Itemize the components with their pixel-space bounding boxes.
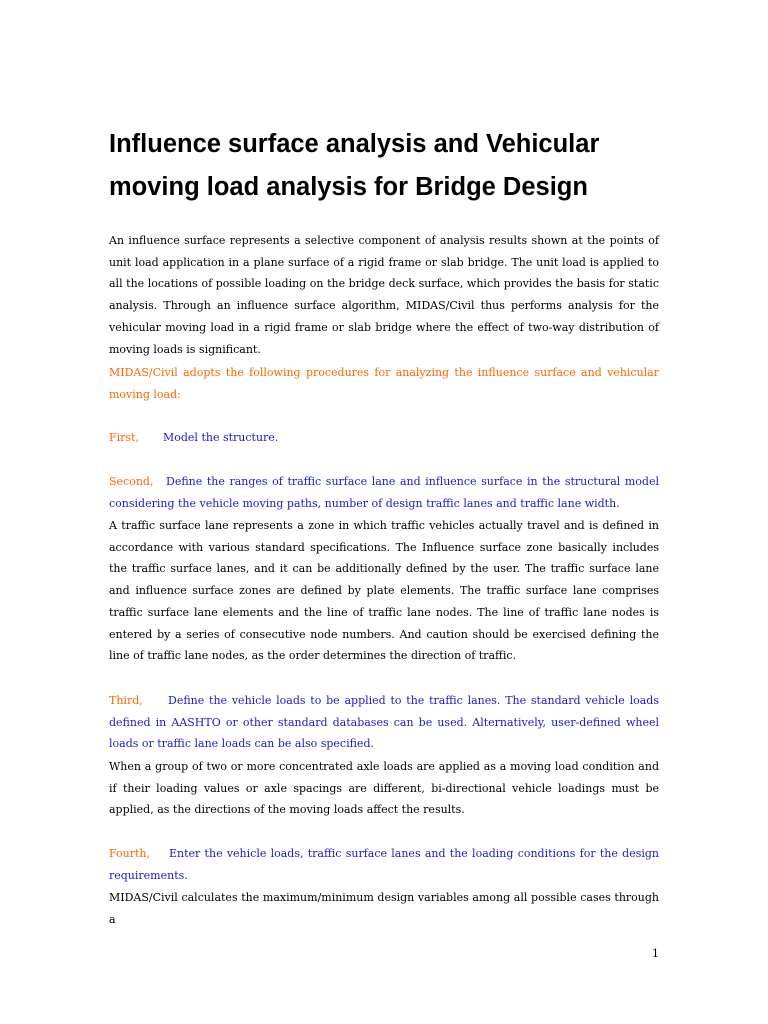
step-label: Third, — [109, 694, 143, 707]
intro-paragraph: An influence surface represents a selective component of analysis results shown at the points of unit load application in a plane surface of a rigid frame or slab bridge. The unit load is applied to all the locations of possible loading on the bridge deck surface, which provides the basis for static analysis. Through an influence surface algorithm, MIDAS/Civil thus performs analysis for the vehicular moving load in a rigid frame or slab bridge where the effect of two-way distribution of moving loads is significant. — [109, 234, 659, 356]
step-label: Fourth, — [109, 847, 150, 860]
step-text: Define the ranges of traffic surface lane and influence surface in the structural model considering the vehicle moving paths, number of design traffic lanes and traffic lane width. — [109, 475, 659, 510]
step-third-detail: When a group of two or more concentrated axle loads are applied as a moving load condition and if their loading values or axle spacings are different, bi-directional vehicle loadings must be applied, as the directions of the moving loads affect the results. — [109, 760, 659, 817]
step-second-detail: A traffic surface lane represents a zone in which traffic vehicles actually travel and is defined in accordance with various standard specifications. The Influence surface zone basically includes the traffic surface lanes, and it can be additionally defined by the user. The traffic surface lane and influence surface zones are defined by plate elements. The traffic surface lane comprises traffic surface lane elements and the line of traffic lane nodes. The line of traffic lane nodes is entered by a series of consecutive node numbers. And caution should be exercised defining the line of traffic lane nodes, as the order determines the direction of traffic. — [109, 519, 659, 663]
step-text: Model the structure. — [163, 431, 279, 444]
page-title: Influence surface analysis and Vehicular moving load analysis for Bridge Design — [109, 130, 600, 201]
step-label: Second, — [109, 475, 154, 488]
page-number: 1 — [652, 947, 659, 960]
step-third — [109, 690, 659, 755]
step-fourth-detail: MIDAS/Civil calculates the maximum/minimum design variables among all possible cases through a — [109, 891, 659, 926]
step-text: Define the vehicle loads to be applied to the traffic lanes. The standard vehicle loads defined in AASHTO or other standard databases can be used. Alternatively, user-defined wheel loads or traffic lane loads can be also specified. — [109, 694, 659, 751]
step-first — [109, 427, 659, 449]
step-fourth — [109, 843, 659, 886]
procedures-intro: MIDAS/Civil adopts the following procedures for analyzing the influence surface and vehicular moving load: — [109, 366, 659, 401]
step-label: First, — [109, 431, 139, 444]
step-text: Enter the vehicle loads, traffic surface lanes and the loading conditions for the design requirements. — [109, 847, 659, 882]
step-second — [109, 471, 659, 514]
